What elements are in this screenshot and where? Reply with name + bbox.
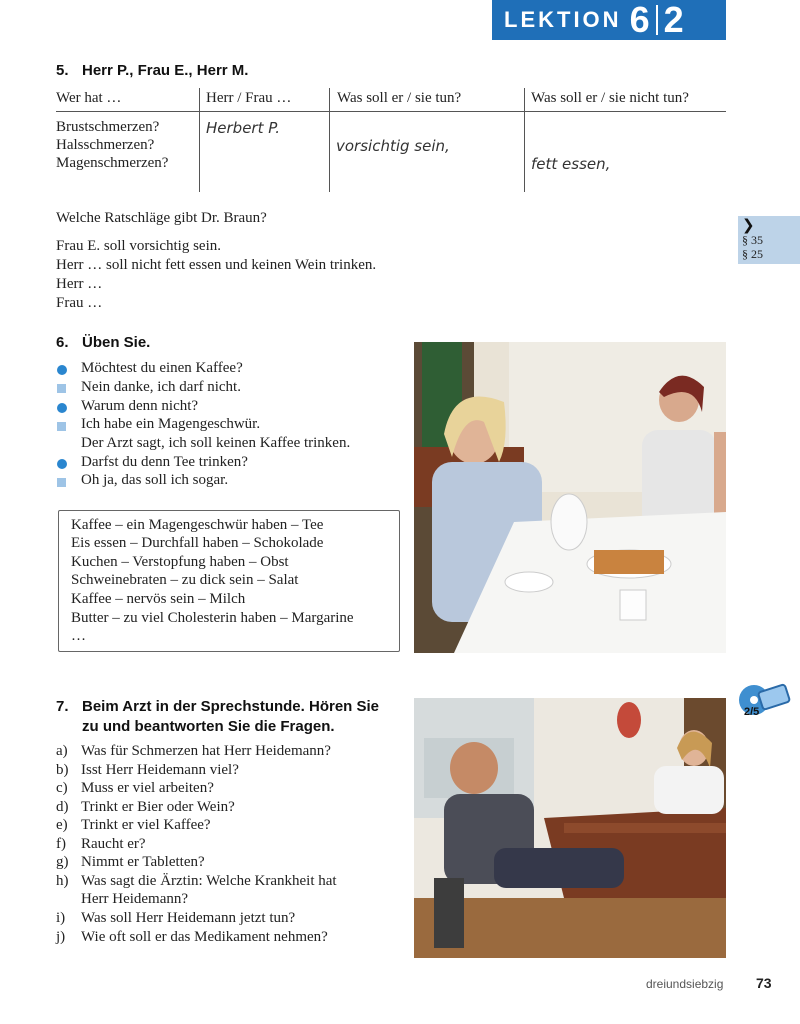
complaint-hals: Halsschmerzen? [56,137,155,153]
question-text: Isst Herr Heidemann viel? [81,762,239,778]
photo-illustration [414,342,726,653]
speaker-b-bullet-icon [57,384,66,393]
photo-two-women-table [414,342,726,653]
question-letter: f) [56,836,66,852]
ex5-answer: Herr … soll nicht fett essen und keinen Wein trinken. [56,257,377,273]
question-text: Was für Schmerzen hat Herr Heidemann? [81,743,331,759]
substitution-line: Kuchen – Verstopfung haben – Obst [71,554,289,570]
table-divider [329,88,330,192]
table-header-rule [56,111,726,112]
table-header-wer: Wer hat … [56,90,122,106]
grammar-ref: § 35 [742,233,763,247]
substitution-line: Kaffee – ein Magengeschwür haben – Tee [71,517,324,533]
question-letter: b) [56,762,69,778]
dialogue-line: Darfst du denn Tee trinken? [81,454,248,470]
question-text: Trinkt er Bier oder Wein? [81,799,235,815]
question-text: Wie oft soll er das Medikament nehmen? [81,929,328,945]
question-text: Trinkt er viel Kaffee? [81,817,211,833]
substitution-line: Kaffee – nervös sein – Milch [71,591,246,607]
dialogue-line: Oh ja, das soll ich sogar. [81,472,229,488]
ex7-number: 7. [56,698,69,715]
page-number: 73 [756,975,772,991]
lektion-banner [492,0,726,40]
section-number: 2 [663,0,684,40]
lektion-label: LEKTION [504,7,622,32]
table-header-nicht-tun: Was soll er / sie nicht tun? [531,90,689,106]
ex7-title-line: zu und beantworten Sie die Fragen. [82,718,335,735]
table-header-herr-frau: Herr / Frau … [206,90,292,106]
page-number-word: dreiundsiebzig [646,977,724,991]
question-letter: d) [56,799,69,815]
dialogue-line: Ich habe ein Magengeschwür. [81,416,261,432]
ex6-title-text: Üben Sie. [82,334,151,351]
dialogue-line: Der Arzt sagt, ich soll keinen Kaffee trinken. [81,435,351,451]
complaint-magen: Magenschmerzen? [56,155,169,171]
speaker-b-bullet-icon [57,478,66,487]
speaker-a-bullet-icon [57,459,67,469]
ex5-answer: Herr … [56,276,103,292]
question-text: Was sagt die Ärztin: Welche Krankheit hat [81,873,337,889]
ex5-answer: Frau E. soll vorsichtig sein. [56,238,221,254]
question-letter: i) [56,910,66,926]
photo-doctor-consultation [414,698,726,958]
speaker-b-bullet-icon [57,422,66,431]
ex6-title [56,334,150,351]
ex5-title [56,62,248,79]
question-letter: a) [56,743,68,759]
substitution-line: Eis essen – Durchfall haben – Schokolade [71,535,324,551]
lektion-number: 6 [629,0,650,40]
ex5-answer: Frau … [56,295,103,311]
table-divider [199,88,200,192]
handwritten-name: Herbert P. [206,119,280,137]
substitution-line: Butter – zu viel Cholesterin haben – Margarine [71,610,354,626]
question-letter: e) [56,817,68,833]
lektion-divider [656,5,658,35]
question-text: Nimmt er Tabletten? [81,854,205,870]
question-letter: g) [56,854,69,870]
complaint-brust: Brustschmerzen? [56,119,160,135]
dialogue-line: Warum denn nicht? [81,398,199,414]
table-divider [524,88,525,192]
grammar-ref: § 25 [742,247,763,261]
question-letter: c) [56,780,68,796]
question-text: Herr Heidemann? [81,891,189,907]
question-letter: j) [56,929,66,945]
question-text: Muss er viel arbeiten? [81,780,214,796]
handwritten-not-todo: fett essen, [531,155,611,173]
substitution-line: Schweinebraten – zu dick sein – Salat [71,572,299,588]
question-text: Was soll Herr Heidemann jetzt tun? [81,910,296,926]
chevron-right-icon: ❯ [742,217,755,234]
speaker-a-bullet-icon [57,403,67,413]
dialogue-line: Möchtest du einen Kaffee? [81,360,243,376]
dialogue-line: Nein danke, ich darf nicht. [81,379,241,395]
grammar-reference-tab[interactable] [738,216,800,264]
ex5-number: 5. [56,62,69,79]
substitution-line: … [71,628,86,644]
ex7-title-line: Beim Arzt in der Sprechstunde. Hören Sie [82,698,380,715]
audio-cd-icon[interactable] [738,682,792,722]
ex7-title [56,697,379,737]
substitution-box [58,510,400,652]
table-header-tun: Was soll er / sie tun? [337,90,462,106]
ex5-title-text: Herr P., Frau E., Herr M. [82,62,249,79]
photo-illustration [414,698,726,958]
cd-track-label: 2/5 [744,706,760,718]
speaker-a-bullet-icon [57,365,67,375]
question-text: Raucht er? [81,836,146,852]
handwritten-todo: vorsichtig sein, [336,137,450,155]
question-letter: h) [56,873,69,889]
ex5-question: Welche Ratschläge gibt Dr. Braun? [56,210,267,226]
ex6-number: 6. [56,334,69,351]
